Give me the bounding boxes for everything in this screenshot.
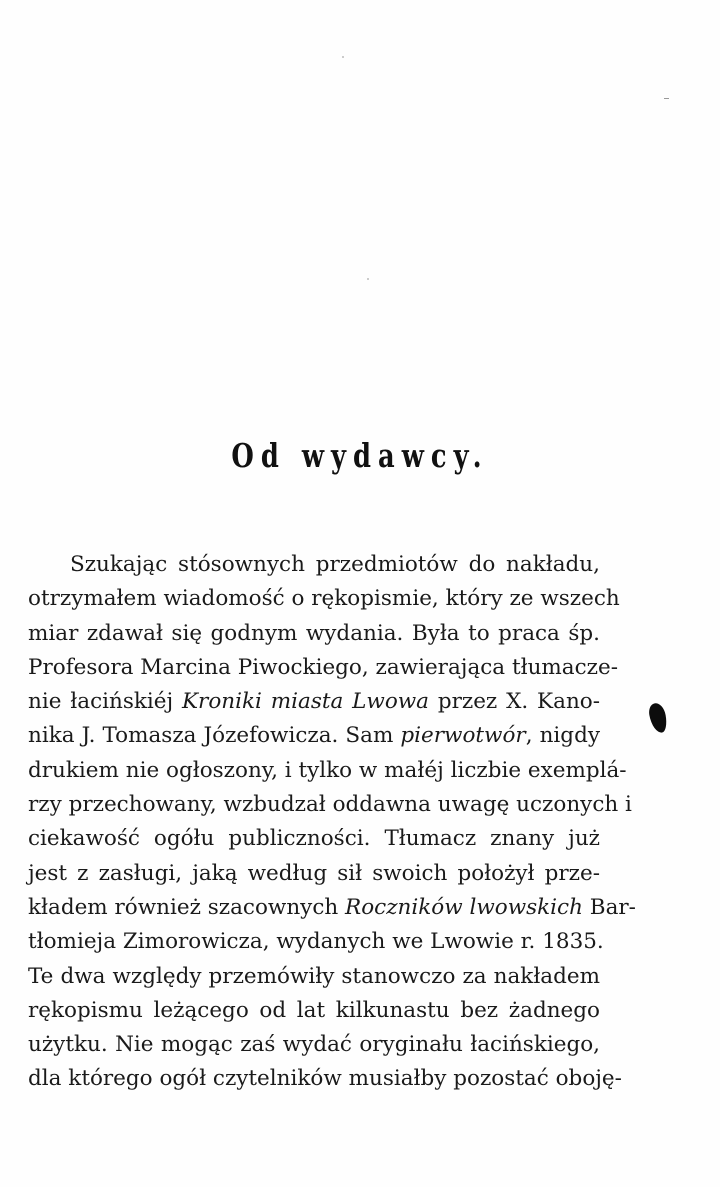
- body-paragraph: [28, 548, 636, 1097]
- text-line: jest z zasługi, jaką według sił swoich położył prze-: [28, 860, 600, 886]
- italic-title: pierwotwór: [400, 723, 526, 749]
- text-line: rzy przechowany, wzbudzał oddawna uwagę uczonych i: [28, 792, 632, 818]
- text-line: tłomieja Zimorowicza, wydanych we Lwowie r. 1835.: [28, 929, 604, 955]
- text-line: użytku. Nie mogąc zaś wydać oryginału łacińskiego,: [28, 1032, 600, 1058]
- speck-mark: [367, 278, 369, 280]
- ink-blot: [648, 702, 669, 734]
- italic-title: Roczników lwowskich: [345, 894, 583, 920]
- text-line: nika J. Tomasza Józefowicza. Sam pierwotwór, nigdy: [28, 723, 600, 749]
- text-line: nie łacińskiéj Kroniki miasta Lwowa przez X. Kano-: [28, 689, 600, 715]
- speck-mark: [664, 98, 669, 99]
- text-line: Profesora Marcina Piwockiego, zawierająca tłumacze-: [28, 654, 618, 680]
- text-line: Te dwa względy przemówiły stanowczo za nakładem: [28, 963, 600, 989]
- text-line: dla którego ogół czytelników musiałby pozostać oboję-: [28, 1066, 622, 1092]
- text-line: kładem również szacownych Roczników lwowskich Bar-: [28, 894, 636, 920]
- text-line: rękopismu leżącego od lat kilkunastu bez żadnego: [28, 997, 600, 1023]
- text-line: otrzymałem wiadomość o rękopismie, który ze wszech: [28, 586, 620, 612]
- text-line: Szukając stósownych przedmiotów do nakładu,: [70, 552, 600, 577]
- italic-title: Kroniki miasta Lwowa: [182, 689, 429, 715]
- speck-mark: [342, 56, 344, 58]
- page-heading: Od wydawcy.: [231, 436, 489, 475]
- text-line: miar zdawał się godnym wydania. Była to praca śp.: [28, 620, 600, 646]
- text-line: drukiem nie ogłoszony, i tylko w małéj liczbie exemplá-: [28, 757, 627, 783]
- text-line: ciekawość ogółu publiczności. Tłumacz znany już: [28, 826, 600, 852]
